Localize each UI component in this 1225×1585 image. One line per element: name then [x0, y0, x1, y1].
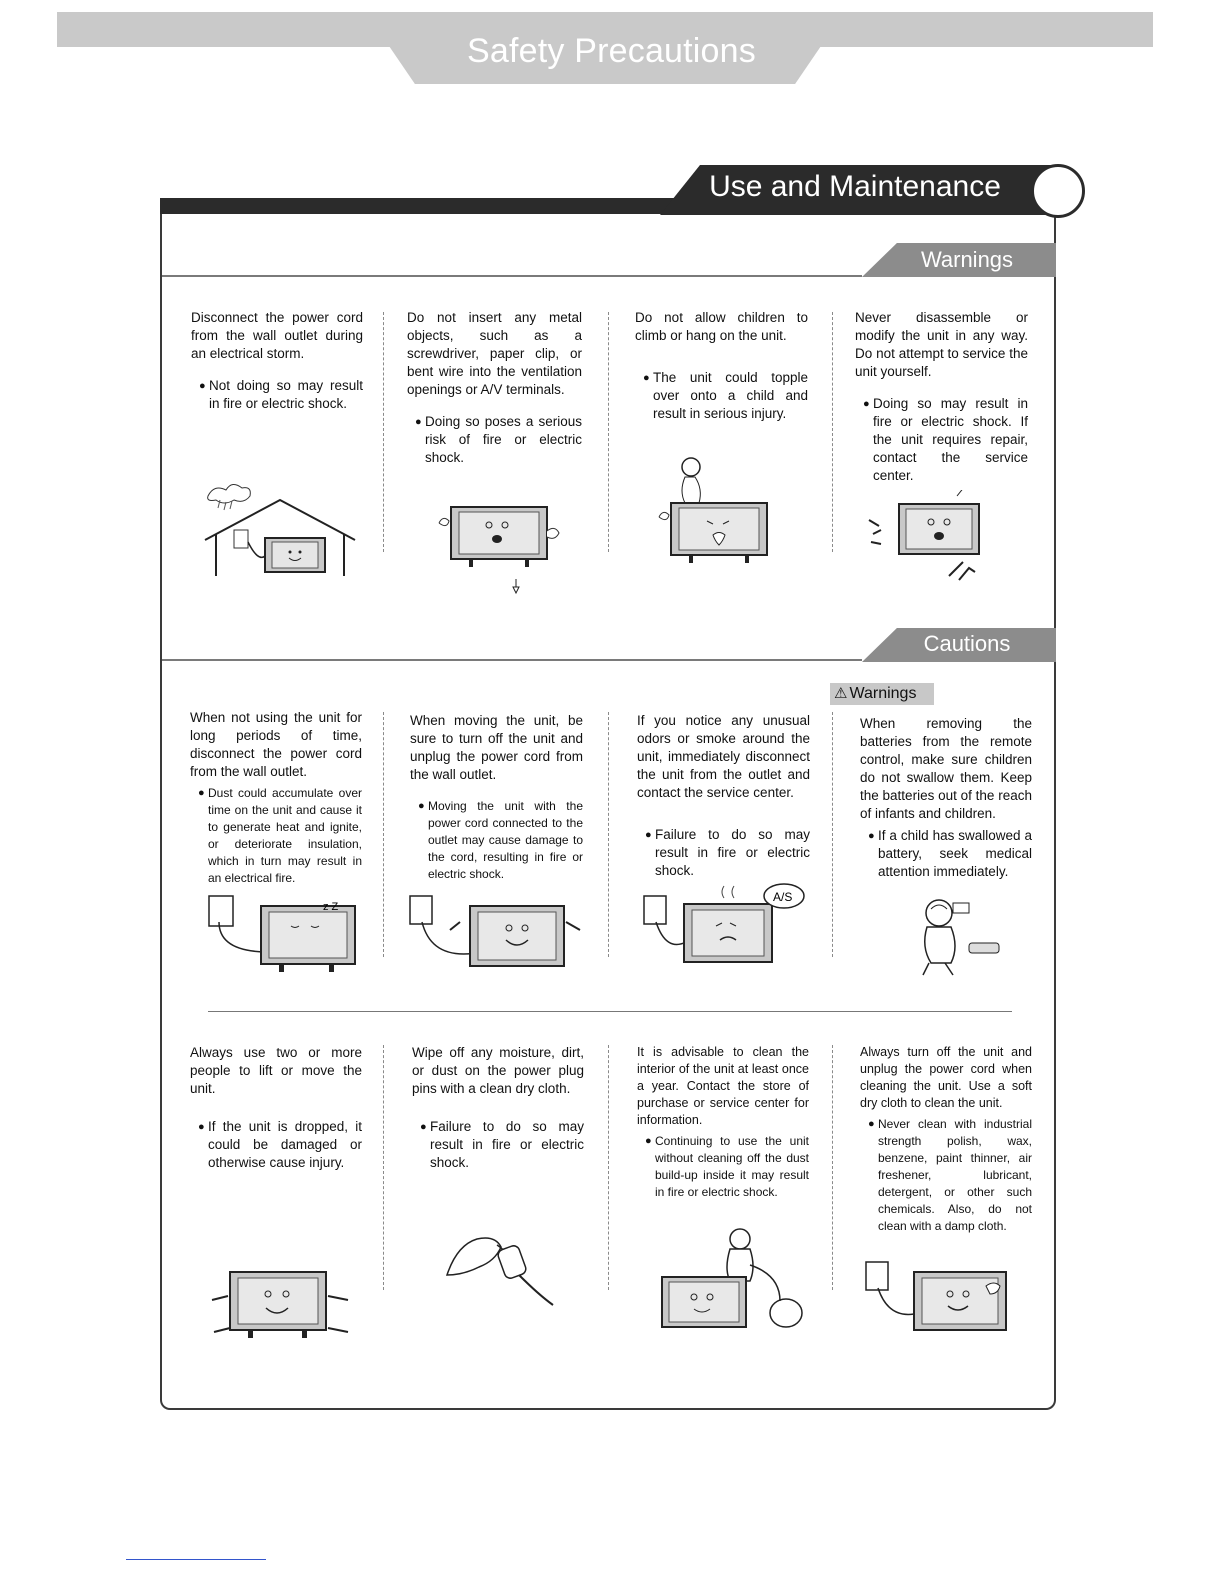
caution-text: When not using the unit for long periods of time, disconnect the power cord from the wall outlet. — [190, 710, 362, 779]
warning-item — [407, 309, 582, 467]
column-divider — [383, 712, 384, 957]
caution-note: ● Dust could accumulate over time on the unit and cause it to generate heat and ignite, or deteriorate insulation, which in turn may result in an electrical fire. — [198, 786, 362, 885]
cautions-rule — [162, 659, 862, 661]
lifting-tv-illustration — [210, 1268, 360, 1343]
caution-note: ● If a child has swallowed a battery, seek medical attention immediately. — [868, 828, 1032, 879]
caution-item — [190, 1044, 362, 1172]
caution-note: ● Never clean with industrial strength polish, wax, benzene, paint thinner, air freshener, lubricant, detergent, or other such chemicals. Also, do not clean with a damp cloth. — [868, 1117, 1032, 1233]
warning-note: ● Not doing so may result in fire or electric shock. — [199, 378, 363, 411]
caution-text: When moving the unit, be sure to turn off the unit and unplug the power cord from the wall outlet. — [410, 713, 583, 782]
warning-item — [855, 309, 1028, 485]
caution-note: ● Failure to do so may result in fire or electric shock. — [420, 1119, 584, 1170]
cloth-cleaning-tv-illustration — [862, 1258, 1012, 1343]
caution-text: When removing the batteries from the remote control, make sure children do not swallow them. Keep the batteries out of the reach of infants and children. — [860, 716, 1032, 821]
section-divider — [208, 1011, 1012, 1012]
warning-text: Never disassemble or modify the unit in any way. Do not attempt to service the unit yourself. — [855, 310, 1028, 379]
moving-tv-plug-illustration — [406, 892, 586, 982]
column-divider — [608, 312, 609, 552]
cleaning-tv-illustration — [658, 1225, 808, 1335]
column-divider — [383, 312, 384, 552]
section-circle-icon — [1031, 164, 1085, 218]
caution-text: If you notice any unusual odors or smoke around the unit, immediately disconnect the unit from the outlet and contact the service center. — [637, 713, 810, 800]
tv-metal-object-illustration — [437, 503, 562, 598]
warning-text: Do not insert any metal objects, such as a screwdriver, paper clip, or bent wire into the ventilation openings or A/V terminals. — [407, 310, 582, 397]
column-divider — [832, 1045, 833, 1290]
page-title: Safety Precautions — [467, 32, 756, 70]
service-badge: A/S — [773, 890, 793, 904]
warning-item — [635, 309, 808, 423]
warning-text: Do not allow children to climb or hang on the unit. — [635, 310, 808, 343]
caution-item — [190, 709, 362, 887]
caution-note: ● If the unit is dropped, it could be damaged or otherwise cause injury. — [198, 1119, 362, 1170]
caution-note: ● Failure to do so may result in fire or electric shock. — [645, 827, 810, 878]
caution-note: ● Moving the unit with the power cord connected to the outlet may cause damage to the cord, resulting in fire or electric shock. — [418, 799, 583, 881]
caution-item — [410, 712, 583, 883]
cautions-heading: Cautions — [923, 631, 1011, 656]
column-divider — [832, 312, 833, 552]
caution-text: It is advisable to clean the interior of the unit at least once a year. Contact the store of purchase or service center for information. — [637, 1045, 809, 1127]
section-title: Use and Maintenance — [709, 170, 1001, 203]
warning-note: ● The unit could topple over onto a child and result in serious injury. — [643, 370, 808, 421]
caution-item — [860, 1044, 1032, 1235]
warning-note: ● Doing so poses a serious risk of fire or electric shock. — [415, 414, 582, 465]
panel-top-bar — [160, 198, 680, 214]
warning-triangle-icon: ⚠ — [834, 685, 848, 702]
footer-link-line — [126, 1559, 266, 1560]
caution-item — [637, 712, 810, 880]
sleeping-tv-plug-illustration — [205, 892, 360, 977]
house-storm-tv-illustration — [200, 478, 360, 578]
caution-item — [412, 1044, 584, 1172]
warnings-rule — [162, 275, 862, 277]
column-divider — [608, 712, 609, 957]
wiping-plug-illustration — [443, 1225, 563, 1310]
column-divider — [383, 1045, 384, 1290]
child-on-tv-illustration — [657, 455, 782, 575]
warning-text: Disconnect the power cord from the wall outlet during an electrical storm. — [191, 310, 363, 361]
warning-item — [191, 309, 363, 413]
smoking-tv-illustration — [640, 882, 810, 972]
caution-text: Always turn off the unit and unplug the power cord when cleaning the unit. Use a soft dry cloth to clean the unit. — [860, 1045, 1032, 1110]
battery-warning-badge: ⚠ Warnings — [830, 683, 934, 705]
caution-text: Wipe off any moisture, dirt, or dust on the power plug pins with a clean dry cloth. — [412, 1045, 584, 1096]
caution-item — [860, 715, 1032, 881]
tv-tools-illustration — [865, 490, 995, 590]
column-divider — [608, 1045, 609, 1290]
warning-note: ● Doing so may result in fire or electric shock. If the unit requires repair, contact the service center. — [863, 396, 1028, 483]
caution-item — [637, 1044, 809, 1201]
caution-text: Always use two or more people to lift or move the unit. — [190, 1045, 362, 1096]
svg-text:z Z: z Z — [323, 901, 339, 913]
child-battery-illustration — [905, 895, 1005, 980]
column-divider — [832, 712, 833, 957]
caution-note: ● Continuing to use the unit without cleaning off the dust build-up inside it may result in fire or electric shock. — [645, 1134, 809, 1199]
warnings-heading: Warnings — [920, 247, 1014, 272]
